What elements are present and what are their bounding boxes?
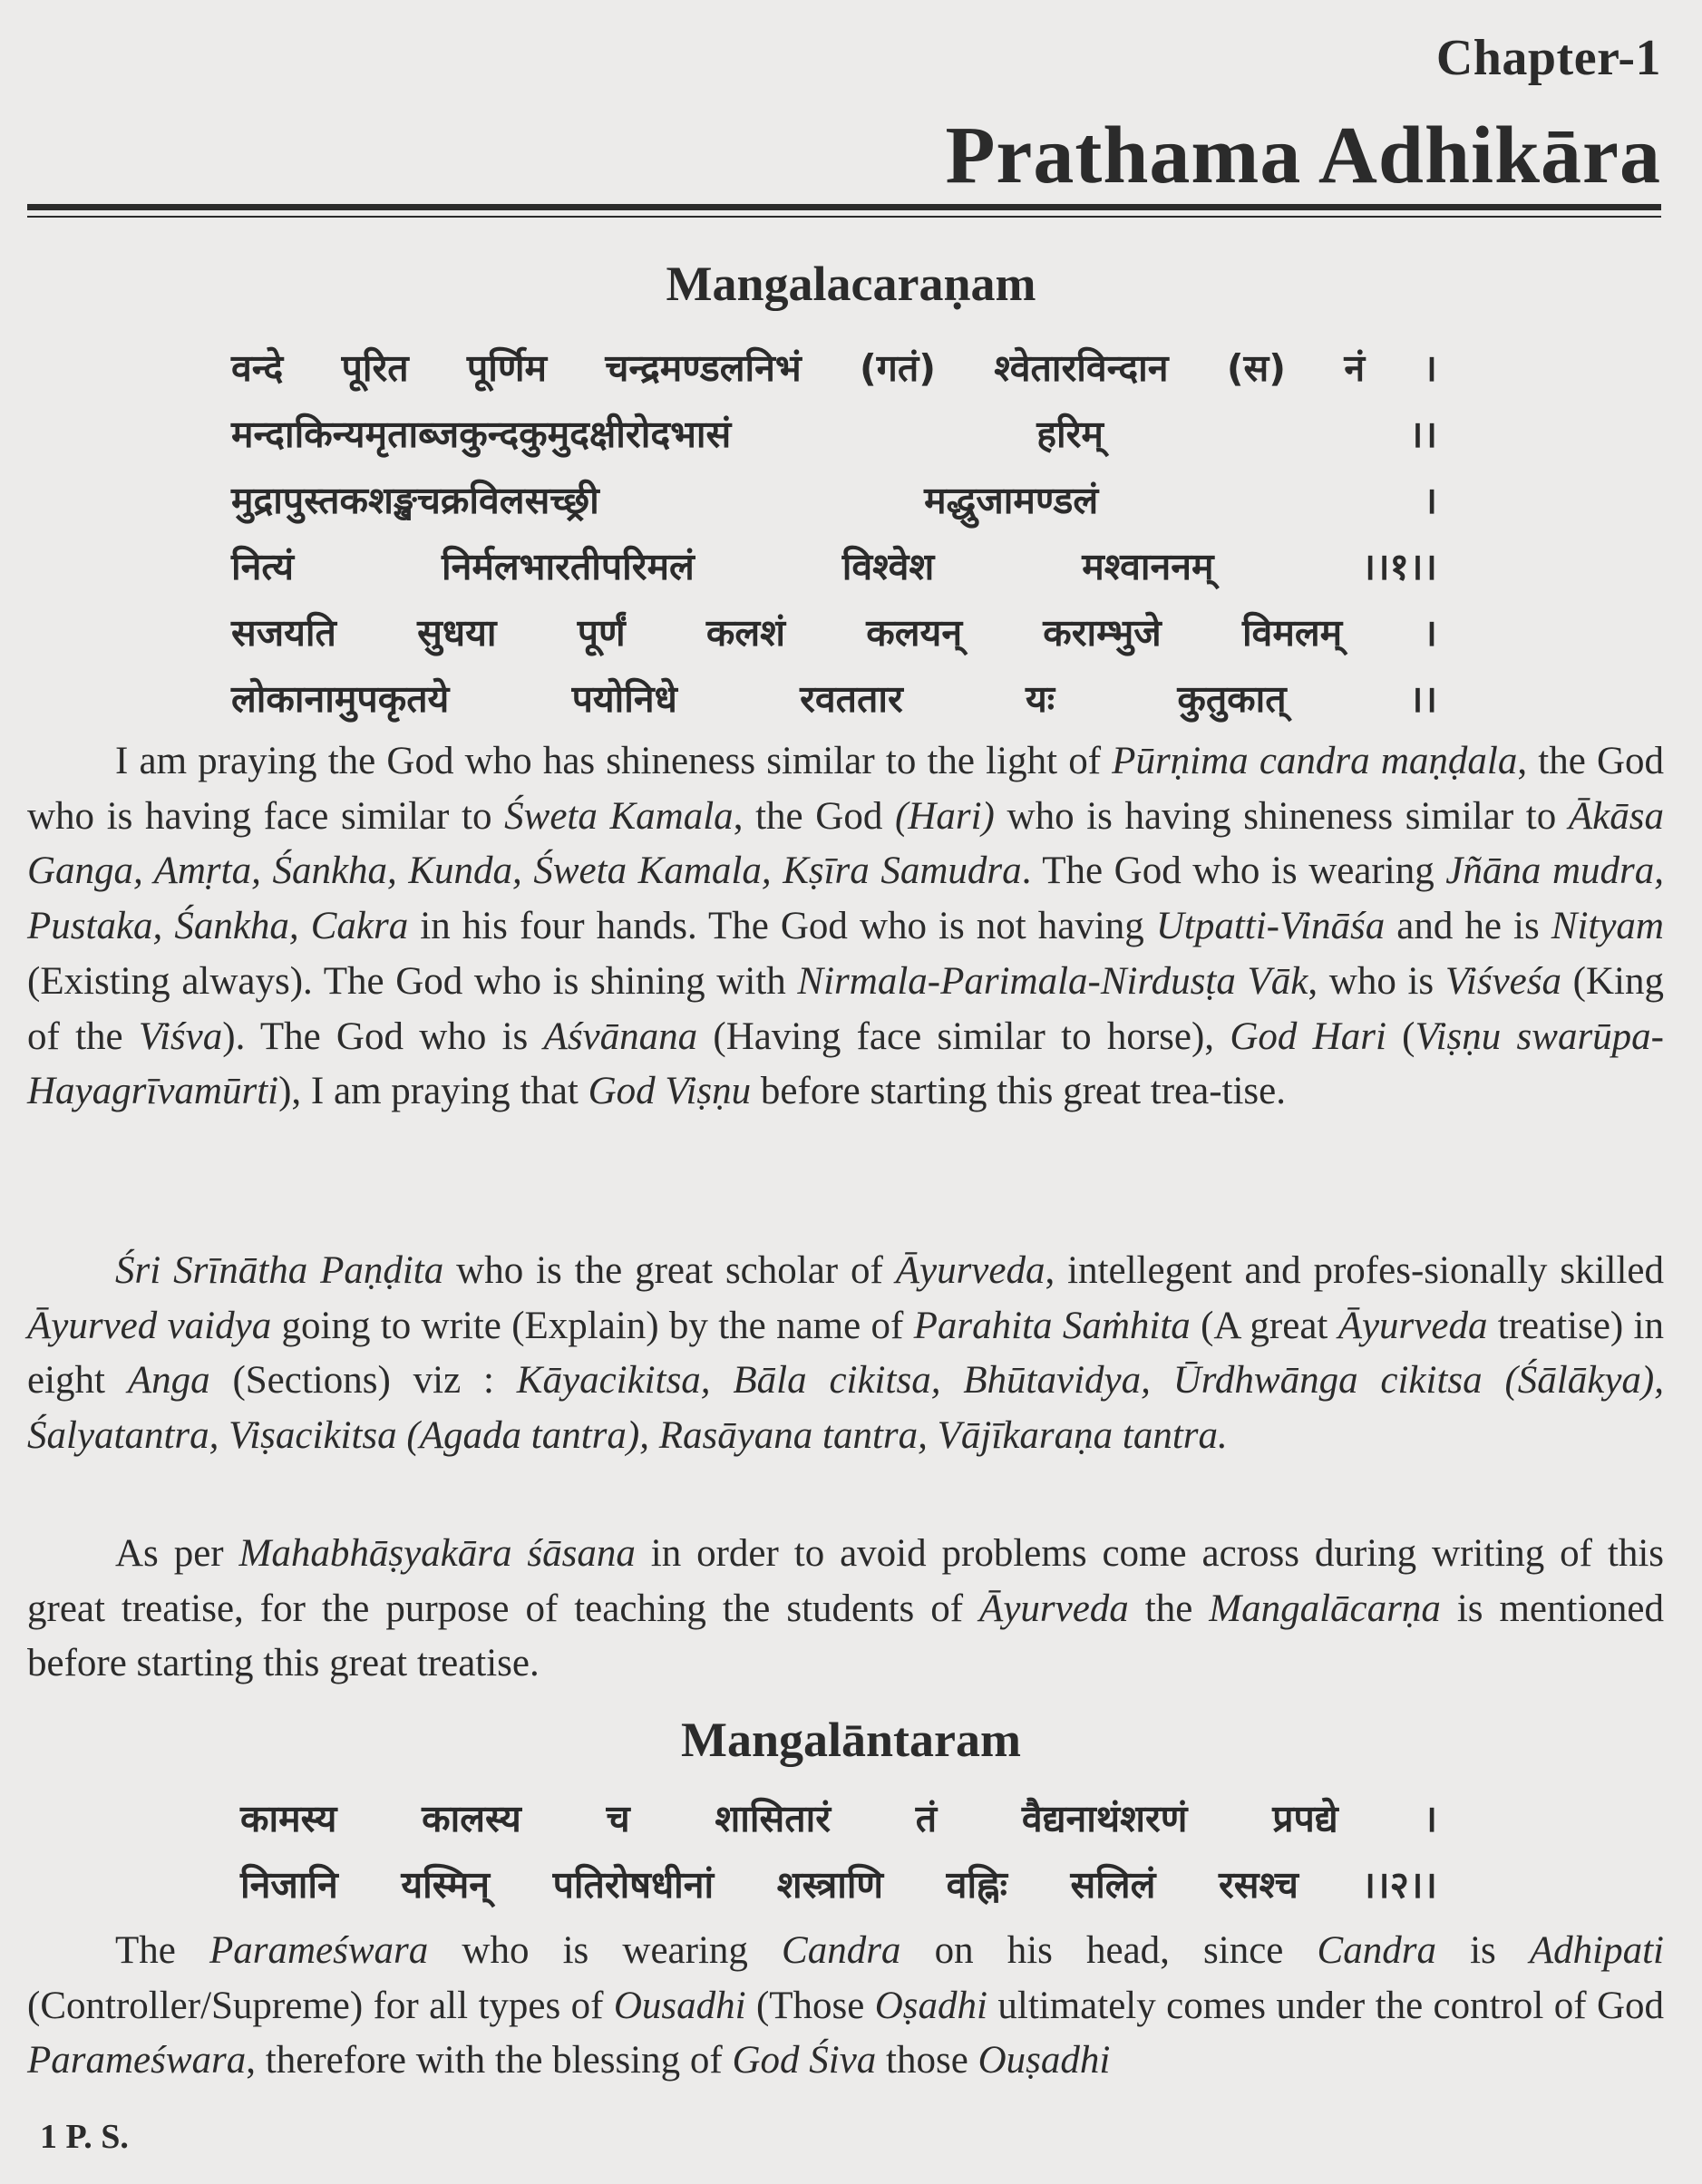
verse-word: कराम्भुजे [1043,611,1162,655]
italic-term: Aśvānana [543,1014,698,1058]
verse-word: लोकानामुपकृतये [231,677,450,721]
italic-term: Nityam [1551,905,1664,948]
paragraph-text: ultimately comes under the control of God [987,1984,1665,2027]
paragraph-text: (Sections) viz : [209,1359,517,1403]
verse-word: सुधया [417,611,497,655]
italic-term: Ākāsa Ganga, Amṛta, Śankha, Kunda, Śweta Kamala, Kṣīra Samudra [27,794,1664,893]
verse-word: कुतुकात् [1177,677,1287,721]
italic-term: (Hari) [894,794,995,838]
verse-word: कलशं [705,611,786,655]
verse-word: विमलम् [1241,611,1343,655]
verse-word: यस्मिन् [401,1863,490,1907]
paragraph-text: As per [115,1532,239,1575]
paragraph-text: ). The God who is [222,1014,544,1058]
verse-word: सलिलं [1070,1863,1156,1907]
paragraph-text: the [1128,1587,1210,1630]
verse-word: पयोनिधे [571,677,677,721]
paragraph-text: I am praying the God who has shineness similar to the light of [115,740,1113,782]
verse-word: पूर्णं [577,611,626,655]
verse-word: प्रपद्ये [1272,1797,1338,1840]
verse-word: सजयति [231,611,336,655]
verse-word: कामस्य [240,1797,337,1840]
verse-line [231,402,1437,468]
verse-word: पतिरोषधीनां [552,1863,715,1907]
italic-term: Parahita Saṁhita [913,1304,1191,1347]
italic-term: God Viṣṇu [588,1070,752,1113]
verse-word: चन्द्रमण्डलनिभं [605,346,802,390]
verse-word: मद्धुजामण्डलं [924,479,1099,522]
verse-word: निजानि [240,1863,338,1907]
paragraph-text: is mentioned before starting this great treatise. [27,1587,1664,1685]
chapter-label: Chapter-1 [1435,30,1661,86]
paragraph-text: The [115,1929,209,1972]
paragraph-2 [27,1244,1664,1464]
paragraph-text: , therefore with the blessing of [246,2039,733,2082]
verse-word: । [1423,611,1437,655]
italic-term: Viṣṇu swarūpa-Hayagrīvamūrti [27,1014,1664,1113]
footer-signature: 1 P. S. [40,2118,129,2156]
paragraph-text: , intellegent and profes-sionally skilled [1045,1249,1664,1292]
italic-term: Adhipati [1529,1929,1664,1972]
paragraph-text: (Existing always). The God who is shining with [27,959,798,1003]
italic-term: Oṣadhi [874,1984,987,2027]
paragraph-text: before starting this great trea-tise. [751,1070,1286,1113]
italic-term: Candra [1317,1929,1436,1972]
verse-word: वैद्यनाथंशरणं [1021,1797,1188,1840]
verse-word: ।।२।। [1361,1863,1437,1907]
italic-term: Pūrṇima candra maṇḍala [1112,740,1518,782]
verse-word: शासितारं [715,1797,831,1840]
chapter-title: Prathama Adhikāra [945,111,1661,200]
verse-word: च [606,1797,630,1840]
verse-line [231,666,1437,733]
paragraph-text: those [876,2039,978,2082]
verse-word: तं [915,1797,938,1840]
paragraph-text: going to write (Explain) by the name of [271,1304,914,1347]
verse-line [231,468,1437,534]
paragraph-text: in his four hands. The God who is not having [408,905,1156,948]
header-rule-thin [27,216,1661,218]
verse-word: नित्यं [231,545,295,588]
paragraph-text: , the God who is having face similar to [27,740,1664,838]
italic-term: Jñāna mudra, Pustaka, Śankha, Cakra [27,849,1665,948]
paragraph-text: (A great [1190,1304,1338,1347]
verse-word: पूरित [341,346,409,390]
verse-line [231,534,1437,600]
sanskrit-verse-2 [240,1786,1437,1918]
paragraph-3 [27,1527,1664,1692]
paragraph-text: ), I am praying that [278,1070,588,1113]
verse-word: (गतं) [860,346,936,390]
section-heading-mangalantaram: Mangalāntaram [681,1713,1021,1767]
paragraph-text: is [1435,1929,1530,1972]
paragraph-1 [27,734,1664,1120]
paragraph-text: who is wearing [428,1929,783,1972]
paragraph-text: who is having shineness similar to [994,794,1569,838]
italic-term: Ouṣadhi [977,2039,1111,2082]
verse-word: पूर्णिम [466,346,547,390]
paragraph-text: on his head, since [900,1929,1318,1972]
italic-term: Viśva [138,1014,223,1058]
verse-word: मन्दाकिन्यमृताब्जकुन्दकुमुदक्षीरोदभासं [231,413,732,456]
verse-word: ।। [1408,413,1437,456]
italic-term: Viśveśa [1444,959,1562,1003]
verse-line [240,1852,1437,1918]
paragraph-text: , the God [733,794,895,838]
section-heading-mangalacaranam: Mangalacaraṇam [666,257,1036,311]
italic-term: Candra [782,1929,901,1972]
italic-term: Śweta Kamala [504,794,734,838]
italic-term: Āyurveda [895,1249,1046,1292]
verse-word: कलयन् [866,611,963,655]
paragraph-text: ( [1386,1014,1415,1058]
verse-word: विश्वेश [841,545,935,588]
italic-term: God Śiva [732,2039,877,2082]
italic-term: Parameśwara [27,2039,247,2082]
verse-word: (स) [1226,346,1287,390]
paragraph-text: treatise) in eight [27,1304,1664,1403]
verse-word: निर्मलभारतीपरिमलं [441,545,695,588]
italic-term: Āyurveda [979,1587,1129,1630]
verse-word: श्वेतारविन्दान [994,346,1169,390]
verse-word: कालस्य [422,1797,521,1840]
italic-term: Utpatti-Vināśa [1155,905,1386,948]
verse-word: रसश्च [1218,1863,1298,1907]
header-rule-thick [27,204,1661,210]
verse-word: वह्निः [946,1863,1007,1907]
italic-term: Ousadhi [613,1984,746,2027]
verse-word: शस्त्राणि [776,1863,884,1907]
paragraph-4 [27,1924,1664,2089]
verse-word: वन्दे [231,346,284,390]
italic-term: Mahabhāṣyakāra śāsana [238,1532,636,1575]
sanskrit-verse-1 [231,335,1437,733]
verse-line [240,1786,1437,1852]
paragraph-text: (King of the [27,959,1665,1058]
verse-word: मश्वाननम् [1082,545,1214,588]
verse-word: रवततार [800,677,903,721]
paragraph-text: who is the great scholar of [443,1249,896,1292]
italic-term: God Hari [1230,1014,1386,1058]
italic-term: Anga [127,1359,210,1403]
italic-term: Nirmala-Parimala-Nirdusṭa Vāk [797,959,1308,1003]
paragraph-text: , who is [1308,959,1445,1003]
italic-term: Parameśwara [209,1929,429,1972]
verse-word: हरिम् [1036,413,1104,456]
verse-line [231,600,1437,666]
verse-word: । [1423,346,1437,390]
italic-term: Mangalācarṇa [1209,1587,1441,1630]
verse-word: । [1423,1797,1437,1840]
verse-line [231,335,1437,402]
verse-word: यः [1026,677,1055,721]
verse-word: नं [1344,346,1366,390]
verse-word: ।। [1408,677,1437,721]
paragraph-text: (Those [745,1984,875,2027]
paragraph-text: . The God who is wearing [1021,849,1446,893]
italic-term: Kāyacikitsa, Bāla cikitsa, Bhūtavidya, Ūrdhwānga cikitsa (Śālākya), Śalyatantra, Viṣacikitsa (Agada tantra), Rasāyana tantra, Vājīkaraṇa tantra. [27,1359,1664,1458]
paragraph-text: (Controller/Supreme) for all types of [27,1984,614,2027]
italic-term: Āyurveda [1337,1304,1488,1347]
verse-word: मुद्रापुस्तकशङ्खचक्रविलसच्छ्री [231,479,599,522]
paragraph-text: and he is [1385,905,1551,948]
paragraph-text: (Having face similar to horse), [697,1014,1230,1058]
italic-term: Śri Srīnātha Paṇḍita [115,1249,444,1292]
paragraph-text: in order to avoid problems come across during writing of this great treatise, for the purpose of teaching the students of [27,1532,1664,1630]
verse-word: । [1423,479,1437,522]
italic-term: Āyurved vaidya [27,1304,272,1347]
verse-word: ।।१।। [1361,545,1437,588]
